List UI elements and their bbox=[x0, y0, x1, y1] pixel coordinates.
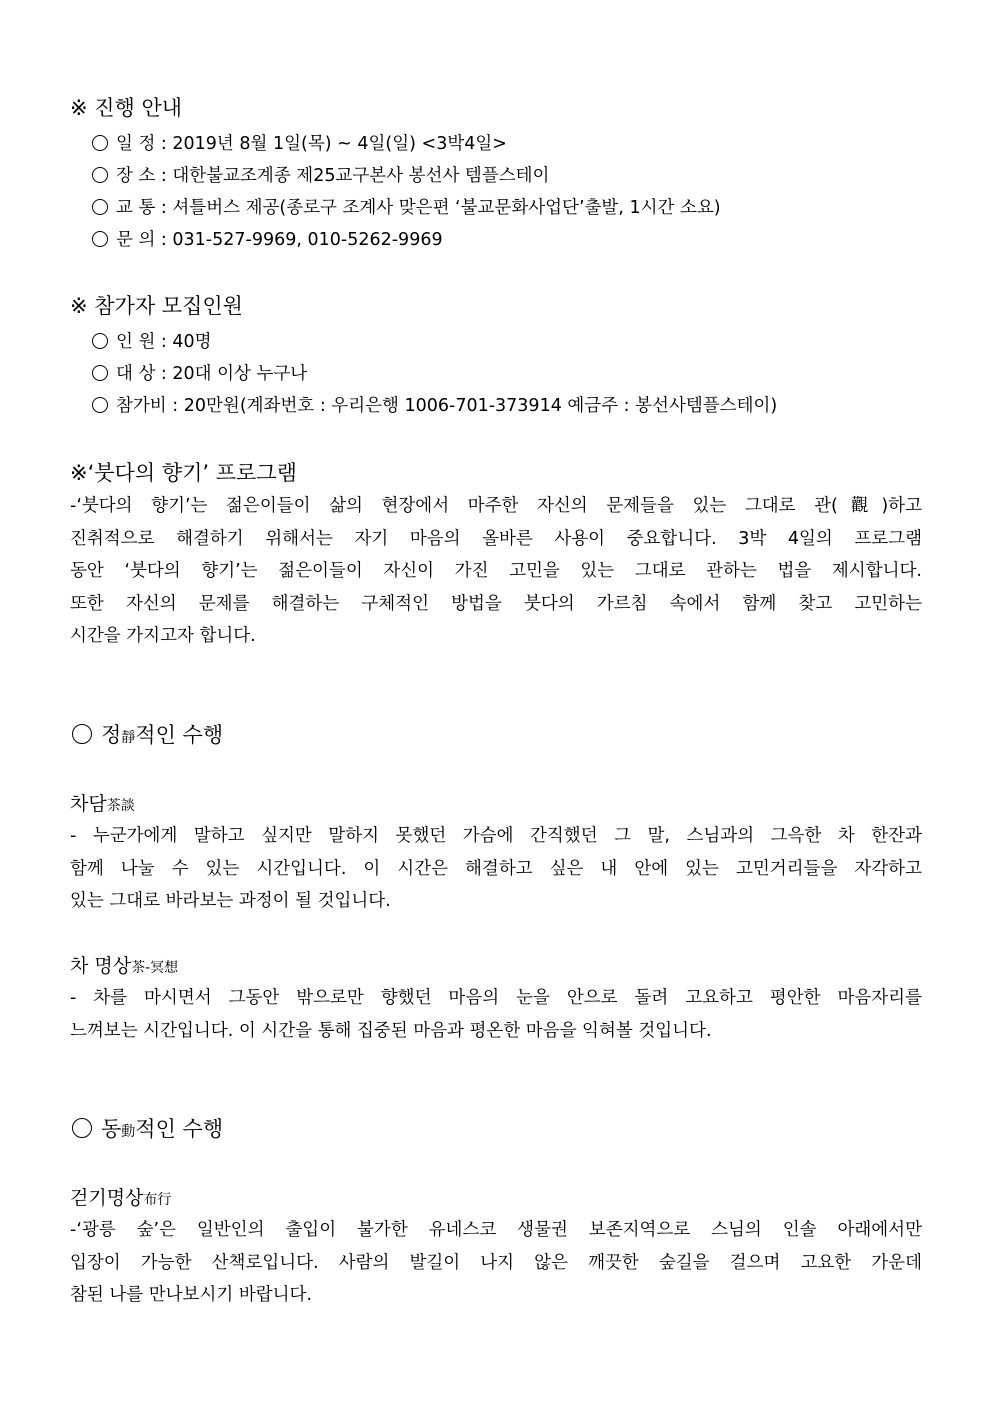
paragraph-line: -‘붓다의 향기’는 젊은이들이 삶의 현장에서 마주한 자신의 문제들을 있는 그대로 관(觀)하고 bbox=[70, 496, 922, 516]
paragraph-line: - 차를 마시면서 그동안 밖으로만 향했던 마음의 눈을 안으로 돌려 고요하고 평안한 마음자리를 bbox=[70, 988, 922, 1008]
paragraph-line: 있는 그대로 바라보는 과정이 될 것입니다. bbox=[70, 891, 391, 911]
circle-bullet-icon bbox=[92, 167, 108, 183]
info-row-fee bbox=[92, 392, 777, 417]
info-row-transport bbox=[92, 194, 721, 219]
heading-text: 정 bbox=[101, 723, 122, 747]
walking-meditation-description bbox=[70, 1214, 922, 1312]
section-heading-static-practice bbox=[72, 719, 223, 749]
info-row-contact bbox=[92, 226, 443, 251]
info-row-target bbox=[92, 360, 307, 385]
paragraph-line: 진취적으로 해결하기 위해서는 자기 마음의 올바른 사용이 중요합니다. 3박 4일의 프로그램 bbox=[70, 528, 922, 549]
subheading-text: 차담 bbox=[70, 793, 107, 815]
section-heading-dynamic-practice bbox=[72, 1113, 223, 1143]
circle-bullet-icon bbox=[92, 365, 108, 381]
heading-hanja: 動 bbox=[121, 1124, 136, 1140]
section-heading-schedule: ※ 진행 안내 bbox=[70, 96, 183, 120]
circle-bullet-icon bbox=[92, 397, 108, 413]
section-heading-recruitment: ※ 참가자 모집인원 bbox=[70, 294, 243, 318]
info-row-headcount bbox=[92, 328, 212, 353]
paragraph-line: 입장이 가능한 산책로입니다. 사람의 발길이 나지 않은 깨끗한 숲길을 걸으며 고요한 가운데 bbox=[70, 1252, 922, 1273]
info-row-date bbox=[92, 130, 507, 155]
tea-meditation-description bbox=[70, 982, 922, 1047]
tea-talk-description bbox=[70, 820, 922, 918]
heading-text: 적인 수행 bbox=[135, 1117, 224, 1141]
subheading-hanja: 布行 bbox=[143, 1192, 172, 1208]
info-row-text: 교 통 : 셔틀버스 제공(종로구 조계사 맞은편 ‘불교문화사업단’출발, 1시간 소요) bbox=[116, 198, 721, 218]
circle-bullet-icon bbox=[72, 1118, 92, 1138]
info-row-text: 인 원 : 40명 bbox=[116, 332, 212, 352]
subheading-hanja: 茶談 bbox=[106, 798, 135, 814]
info-row-place bbox=[92, 162, 549, 187]
circle-bullet-icon bbox=[92, 333, 108, 349]
info-row-text: 참가비 : 20만원(계좌번호 : 우리은행 1006-701-373914 예금주 : 봉선사템플스테이) bbox=[116, 396, 778, 416]
subheading-text: 차 명상 bbox=[70, 955, 132, 977]
info-row-text: 대 상 : 20대 이상 누구나 bbox=[116, 364, 308, 384]
heading-hanja: 靜 bbox=[121, 730, 136, 746]
paragraph-line: 동안 ‘붓다의 향기’는 젊은이들이 자신이 가진 고민을 있는 그대로 관하는 법을 제시합니다. bbox=[70, 561, 922, 581]
paragraph-line: 함께 나눌 수 있는 시간입니다. 이 시간은 해결하고 싶은 내 안에 있는 고민거리들을 자각하고 bbox=[70, 858, 922, 879]
paragraph-line: 또한 자신의 문제를 해결하는 구체적인 방법을 붓다의 가르침 속에서 함께 찾고 고민하는 bbox=[70, 593, 922, 614]
heading-text: 동 bbox=[101, 1117, 122, 1141]
subheading-walking-meditation bbox=[70, 1183, 171, 1210]
subheading-tea-talk bbox=[70, 789, 135, 816]
circle-bullet-icon bbox=[92, 135, 108, 151]
paragraph-line: -‘광릉 숲’은 일반인의 출입이 불가한 유네스코 생물권 보존지역으로 스님의 인솔 아래에서만 bbox=[70, 1220, 922, 1240]
paragraph-line: 참된 나를 만나보시기 바랍니다. bbox=[70, 1285, 313, 1305]
circle-bullet-icon bbox=[92, 199, 108, 215]
circle-bullet-icon bbox=[72, 724, 92, 744]
circle-bullet-icon bbox=[92, 231, 108, 247]
subheading-text: 걷기명상 bbox=[70, 1187, 144, 1209]
paragraph-line: 시간을 가지고자 합니다. bbox=[70, 626, 256, 646]
info-row-text: 장 소 : 대한불교조계종 제25교구본사 봉선사 템플스테이 bbox=[116, 166, 550, 186]
heading-text: 적인 수행 bbox=[135, 723, 224, 747]
paragraph-line: 느껴보는 시간입니다. 이 시간을 통해 집중된 마음과 평온한 마음을 익혀볼 것입니다. bbox=[70, 1020, 712, 1041]
info-row-text: 문 의 : 031-527-9969, 010-5262-9969 bbox=[116, 230, 443, 250]
program-description bbox=[70, 490, 922, 653]
paragraph-line: - 누군가에게 말하고 싶지만 말하지 못했던 가슴에 간직했던 그 말, 스님과의 그윽한 차 한잔과 bbox=[70, 826, 922, 846]
section-heading-program: ※‘붓다의 향기’ 프로그램 bbox=[70, 461, 297, 485]
subheading-tea-meditation bbox=[70, 951, 178, 978]
subheading-hanja: 茶-冥想 bbox=[131, 960, 179, 976]
info-row-text: 일 정 : 2019년 8월 1일(목) ~ 4일(일) <3박4일> bbox=[116, 134, 507, 154]
